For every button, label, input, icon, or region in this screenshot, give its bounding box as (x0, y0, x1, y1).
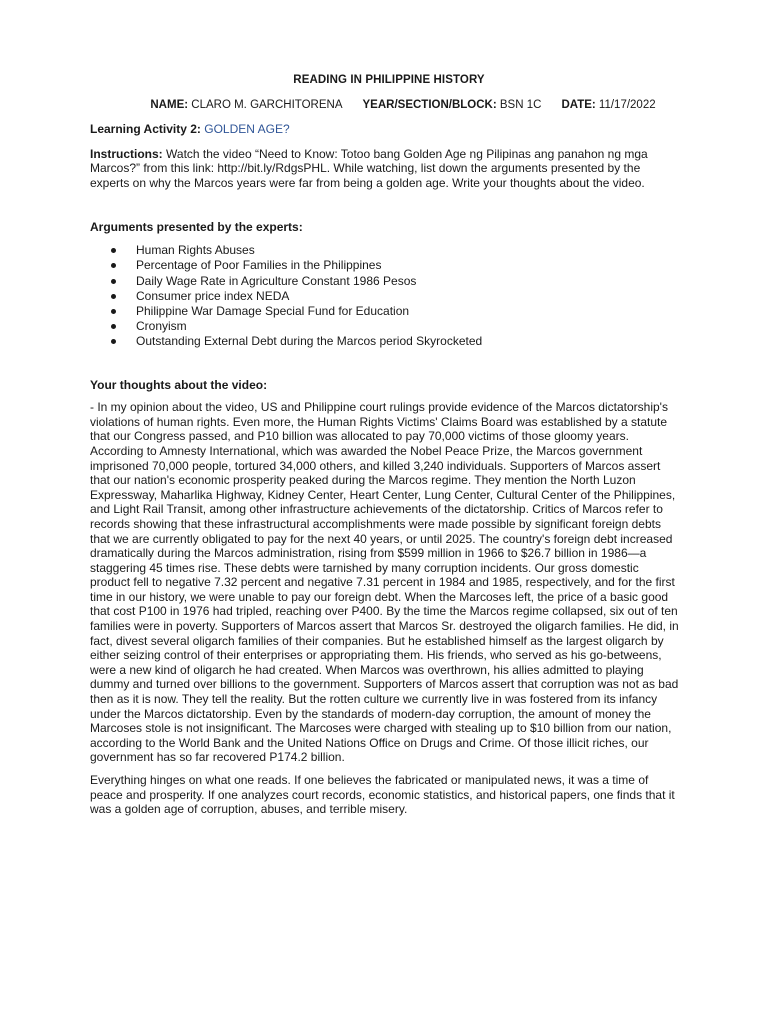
bullet-icon (111, 263, 116, 268)
section-label: YEAR/SECTION/BLOCK: (362, 98, 497, 111)
list-item (90, 274, 688, 289)
list-item (90, 304, 688, 319)
date-label: DATE: (561, 98, 596, 111)
argument-text: Philippine War Damage Special Fund for Education (136, 303, 410, 318)
bullet-icon (111, 324, 116, 329)
activity-topic: GOLDEN AGE? (204, 122, 290, 137)
arguments-heading: Arguments presented by the experts: (90, 219, 303, 234)
bullet-icon (111, 248, 116, 253)
argument-text: Daily Wage Rate in Agriculture Constant 1986 Pesos (136, 273, 417, 288)
list-item (90, 319, 688, 334)
name-label: NAME: (150, 98, 189, 111)
bullet-icon (111, 294, 116, 299)
instructions-text: Watch the video “Need to Know: Totoo bang Golden Age ng Pilipinas ang panahon ng mga Marcos?” from this link: http://bit.ly/RdgsPHL. While watching, list down the arguments presented by the experts on why the Marcos years were far from being a golden age. Write your thoughts about the video. (90, 146, 648, 190)
argument-text: Consumer price index NEDA (136, 288, 290, 303)
date-field (561, 98, 655, 113)
list-item (90, 289, 688, 304)
thoughts-paragraph-2: Everything hinges on what one reads. If one believes the fabricated or manipulated news, it was a time of peace and prosperity. If one analyzes court records, economic statistics, and historical papers, one finds that it was a golden age of corruption, abuses, and terrible misery. (90, 773, 675, 817)
list-item (90, 334, 688, 349)
argument-text: Cronyism (136, 319, 187, 334)
list-item (90, 258, 688, 273)
name-field (150, 98, 342, 113)
instructions-label: Instructions: (90, 146, 163, 161)
document-title: READING IN PHILIPPINE HISTORY (293, 74, 485, 86)
argument-text: Percentage of Poor Families in the Philippines (136, 258, 382, 273)
arguments-list (90, 243, 688, 349)
thoughts-heading: Your thoughts about the video: (90, 377, 268, 392)
bullet-icon (111, 309, 116, 314)
section-value: BSN 1C (499, 98, 542, 111)
thoughts-paragraph-1: - In my opinion about the video, US and Philippine court rulings provide evidence of the Marcos dictatorship's violations of human rights. Even more, the Human Rights Victims' Claims Board was established by a statute that our Congress passed, and P10 billion was allocated to pay 70,000 victims of those gloomy years. According to Amnesty International, which was awarded the Nobel Peace Prize, the Marcos government imprisoned 70,000 people, tortured 34,000 others, and killed 3,240 individuals. Supporters of Marcos assert that our nation's economic prosperity peaked during the Marcos regime. They mention the North Luzon Expressway, Maharlika Highway, Kidney Center, Heart Center, Lung Center, Cultural Center of the Philippines, and Light Rail Transit, among other infrastructure achievements of the dictatorship. Critics of Marcos refer to records showing that these infrastructural accomplishments were made possible by significant foreign debts that we are currently obligated to pay for the next 40 years, or until 2025. The country's foreign debt increased dramatically during the Marcos administration, rising from $599 million in 1966 to $26.7 billion in 1986—a staggering 45 times rise. These debts were tarnished by many corruption incidents. Our gross domestic product fell to negative 7.32 percent and negative 7.31 percent in 1984 and 1985, respectively, and for the first time in our history, we were unable to pay our foreign debt. When the Marcoses left, the price of a basic good that cost P100 in 1976 had tripled, reaching over P400. By the time the Marcos regime collapsed, six out of ten families were in poverty. Supporters of Marcos assert that Marcos Sr. destroyed the oligarch families. He did, in fact, divest several oligarch families of their companies. But he established himself as the largest oligarch by either seizing control of their enterprises or appropriating them. His friends, who served as his go-betweens, were a new kind of oligarch he had created. When Marcos was overthrown, his allies admitted to playing dummy and turned over billions to the government. Supporters of Marcos assert that corruption was not as bad then as it is now. They tell the reality. But the rotten culture we currently live in was fostered from its infancy under the Marcos dictatorship. Even by the standards of modern-day corruption, the amount of money the Marcoses stole is not insignificant. The Marcoses were charged with stealing up to $10 billion from our nation, according to the World Bank and the United Nations Office on Drugs and Crime. Of those illicit riches, our government has so far recovered P174.2 billion. (90, 400, 679, 765)
student-info-row (118, 98, 688, 113)
bullet-icon (111, 339, 116, 344)
name-value: CLARO M. GARCHITORENA (191, 98, 343, 111)
argument-text: Outstanding External Debt during the Marcos period Skyrocketed (136, 334, 483, 349)
instructions-paragraph (90, 147, 688, 191)
section-field (363, 98, 542, 113)
activity-label: Learning Activity 2: (90, 122, 201, 137)
bullet-icon (111, 279, 116, 284)
activity-line (90, 122, 688, 137)
date-value: 11/17/2022 (598, 98, 656, 111)
argument-text: Human Rights Abuses (136, 243, 255, 258)
list-item (90, 243, 688, 258)
